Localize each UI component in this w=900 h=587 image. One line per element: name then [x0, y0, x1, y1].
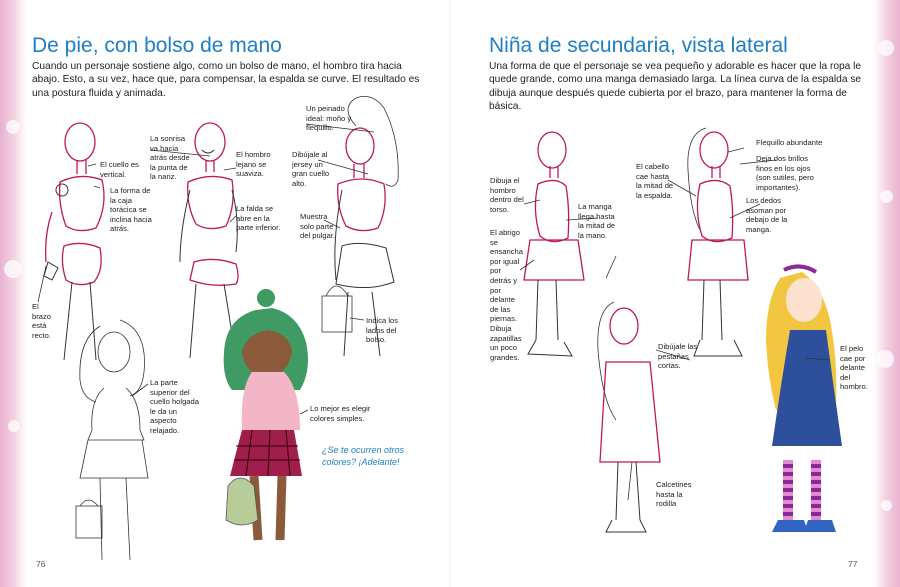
note-r-zapatillas: Dibuja zapatillas un poco grandes. [490, 324, 522, 362]
note-peinado: Un peinado ideal: moño y flequillo. [306, 104, 352, 133]
note-parte-superior: La parte superior del cuello holgada le da un aspecto relajado. [150, 378, 199, 435]
note-cuello: El cuello es vertical. [100, 160, 139, 179]
left-page-intro: Cuando un personaje sostiene algo, como un bolso de mano, el hombro tira hacia abajo. Esto, a su vez, hace que, para compensar, la espalda se curve. El resultado es una postura fluida y animada. [32, 61, 420, 99]
note-r-brillos: Deja dos brillos finos en los ojos (son sutiles, pero importantes). [756, 154, 814, 192]
note-caja: La forma de la caja torácica se inclina hacia atrás. [110, 186, 152, 234]
right-page-title: Niña de secundaria, vista lateral [489, 34, 788, 57]
side-sketch-girl [598, 302, 660, 532]
colored-girl [224, 289, 308, 540]
note-r-abrigo: El abrigo se ensancha por igual por detrás y por delante de las piernas. [490, 228, 523, 324]
note-r-pelo: El pelo cae por delante del hombro. [840, 344, 868, 392]
side-mannequin-1 [524, 132, 584, 356]
note-sonrisa: La sonrisa va hacia atrás desde la punta de la nariz. [150, 134, 190, 182]
page-number-right: 77 [848, 559, 858, 569]
note-jersey: Dibújale al jersey un gran cuello alto. [292, 150, 330, 188]
note-hombro: El hombro lejano se suaviza. [236, 150, 271, 179]
note-r-cabello: El cabello cae hasta la mitad de la espalda. [636, 162, 674, 200]
page-number-left: 76 [36, 559, 46, 569]
note-r-hombro: Dibuja el hombro dentro del torso. [490, 176, 524, 214]
note-lados: Indica los lados del bolso. [366, 316, 399, 345]
note-colores: Lo mejor es elegir colores simples. [310, 404, 371, 423]
note-pulgar: Muestra solo parte del pulgar. [300, 212, 336, 241]
note-r-dedos: Los dedos asoman por debajo de la manga. [746, 196, 788, 234]
note-brazo: El brazo está recto. [32, 302, 51, 340]
note-r-manga: La manga llega hasta la mitad de la mano. [578, 202, 616, 240]
right-page-intro: Una forma de que el personaje se vea pequeño y adorable es hacer que la ropa le quede grande, como una manga demasiado larga. La línea curva de la espalda se dibuja aunque después quede cubierta por el brazo, para mantener la forma de básica. [489, 61, 862, 113]
note-falda: La falda se abre en la parte inferior. [236, 204, 281, 233]
note-otros-colores: ¿Se te ocurren otros colores? ¡Adelante! [322, 445, 405, 467]
sketch-girl [76, 320, 148, 560]
left-page-title: De pie, con bolso de mano [32, 34, 282, 57]
note-r-flequillo: Flequillo abundante [756, 138, 823, 147]
note-r-calcetines: Calcetines hasta la rodilla [656, 480, 692, 509]
note-r-pestanas: Dibújale las pestañas cortas. [658, 342, 698, 371]
colored-side-girl [766, 266, 842, 532]
side-mannequin-2 [688, 128, 748, 356]
